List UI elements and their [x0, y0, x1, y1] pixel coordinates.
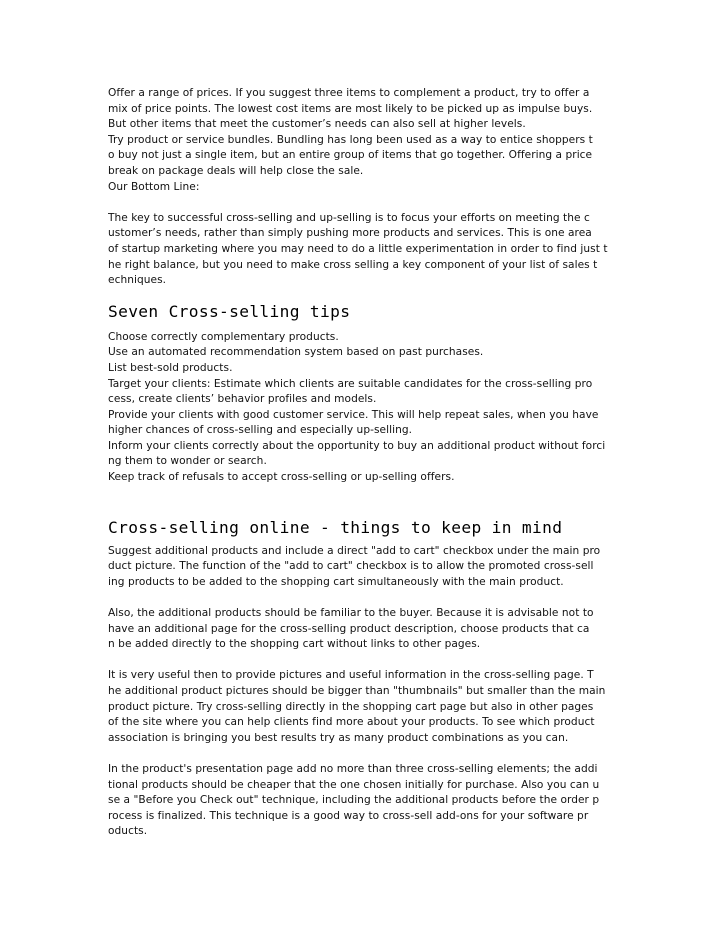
text-line: Also, the additional products should be familiar to the buyer. Because it is advisable not to: [108, 607, 594, 620]
paragraph-gap: [108, 590, 620, 606]
section-heading-cross-selling-online: Cross-selling online - things to keep in mind: [108, 517, 563, 537]
bottom-line-paragraph: [108, 211, 620, 289]
text-line: In the product's presentation page add no more than three cross-selling elements; the addi: [108, 762, 598, 775]
text-line: ing products to be added to the shopping cart simultaneously with the main product.: [108, 575, 564, 588]
text-line: association is bringing you best results try as many product combinations as you can.: [108, 731, 569, 744]
paragraph-gap: [108, 653, 620, 669]
text-line: se a "Before you Check out" technique, including the additional products before the order p: [108, 794, 600, 807]
text-line: n be added directly to the shopping cart without links to other pages.: [108, 638, 481, 651]
text-line: The key to successful cross-selling and up-selling is to focus your efforts on meeting the c: [108, 211, 590, 224]
online-paragraph-4: [108, 762, 620, 840]
text-line: rocess is finalized. This technique is a good way to cross-sell add-ons for your software pr: [108, 809, 589, 822]
tip-line: Use an automated recommendation system based on past purchases.: [108, 346, 484, 359]
text-line: product picture. Try cross-selling directly in the shopping cart page but also in other pages: [108, 700, 594, 713]
online-paragraph-2: [108, 606, 620, 653]
tip-line: List best-sold products.: [108, 361, 233, 374]
text-line: mix of price points. The lowest cost items are most likely to be picked up as impulse buys.: [108, 102, 593, 115]
text-line: But other items that meet the customer’s needs can also sell at higher levels.: [108, 118, 526, 131]
text-line: break on package deals will help close the sale.: [108, 164, 364, 177]
paragraph-gap: [108, 746, 620, 762]
tip-line: ng them to wonder or search.: [108, 455, 267, 468]
tip-line: Provide your clients with good customer service. This will help repeat sales, when you have: [108, 408, 599, 421]
document-page: [108, 86, 620, 840]
tip-line: cess, create clients’ behavior profiles and models.: [108, 393, 377, 406]
text-line: of the site where you can help clients find more about your products. To see which product: [108, 716, 595, 729]
online-paragraph-1: [108, 544, 620, 591]
text-line: tional products should be cheaper that the one chosen initially for purchase. Also you can u: [108, 778, 600, 791]
text-line: oducts.: [108, 825, 148, 838]
tip-line: Inform your clients correctly about the opportunity to buy an additional product without forci: [108, 439, 606, 452]
cross-selling-tips-list: [108, 330, 620, 486]
tip-line: Target your clients: Estimate which clients are suitable candidates for the cross-selling pro: [108, 377, 593, 390]
text-line: ustomer’s needs, rather than simply pushing more products and services. This is one area: [108, 227, 592, 240]
tip-line: Keep track of refusals to accept cross-selling or up-selling offers.: [108, 471, 455, 484]
text-line: have an additional page for the cross-selling product description, choose products that ca: [108, 622, 590, 635]
intro-paragraph: [108, 86, 620, 195]
text-line: It is very useful then to provide pictures and useful information in the cross-selling page. T: [108, 669, 594, 682]
text-line: he right balance, but you need to make cross selling a key component of your list of sales t: [108, 258, 598, 271]
text-line: he additional product pictures should be bigger than "thumbnails" but smaller than the main: [108, 685, 606, 697]
text-line: Suggest additional products and include a direct "add to cart" checkbox under the main pro: [108, 544, 601, 557]
paragraph-gap: [108, 195, 620, 211]
text-line: echniques.: [108, 274, 167, 287]
bottom-line-label: Our Bottom Line:: [108, 180, 200, 193]
tip-line: Choose correctly complementary products.: [108, 330, 339, 343]
text-line: Try product or service bundles. Bundling has long been used as a way to entice shoppers t: [108, 133, 593, 146]
section-heading-cross-selling-tips: Seven Cross-selling tips: [108, 301, 351, 321]
text-line: of startup marketing where you may need to do a little experimentation in order to find just t: [108, 242, 608, 255]
online-paragraph-3: [108, 668, 620, 746]
text-line: o buy not just a single item, but an entire group of items that go together. Offering a price: [108, 149, 593, 162]
text-line: duct picture. The function of the "add to cart" checkbox is to allow the promoted cross-sell: [108, 560, 594, 573]
text-line: Offer a range of prices. If you suggest three items to complement a product, try to offer a: [108, 87, 590, 99]
tip-line: higher chances of cross-selling and especially up-selling.: [108, 424, 413, 437]
